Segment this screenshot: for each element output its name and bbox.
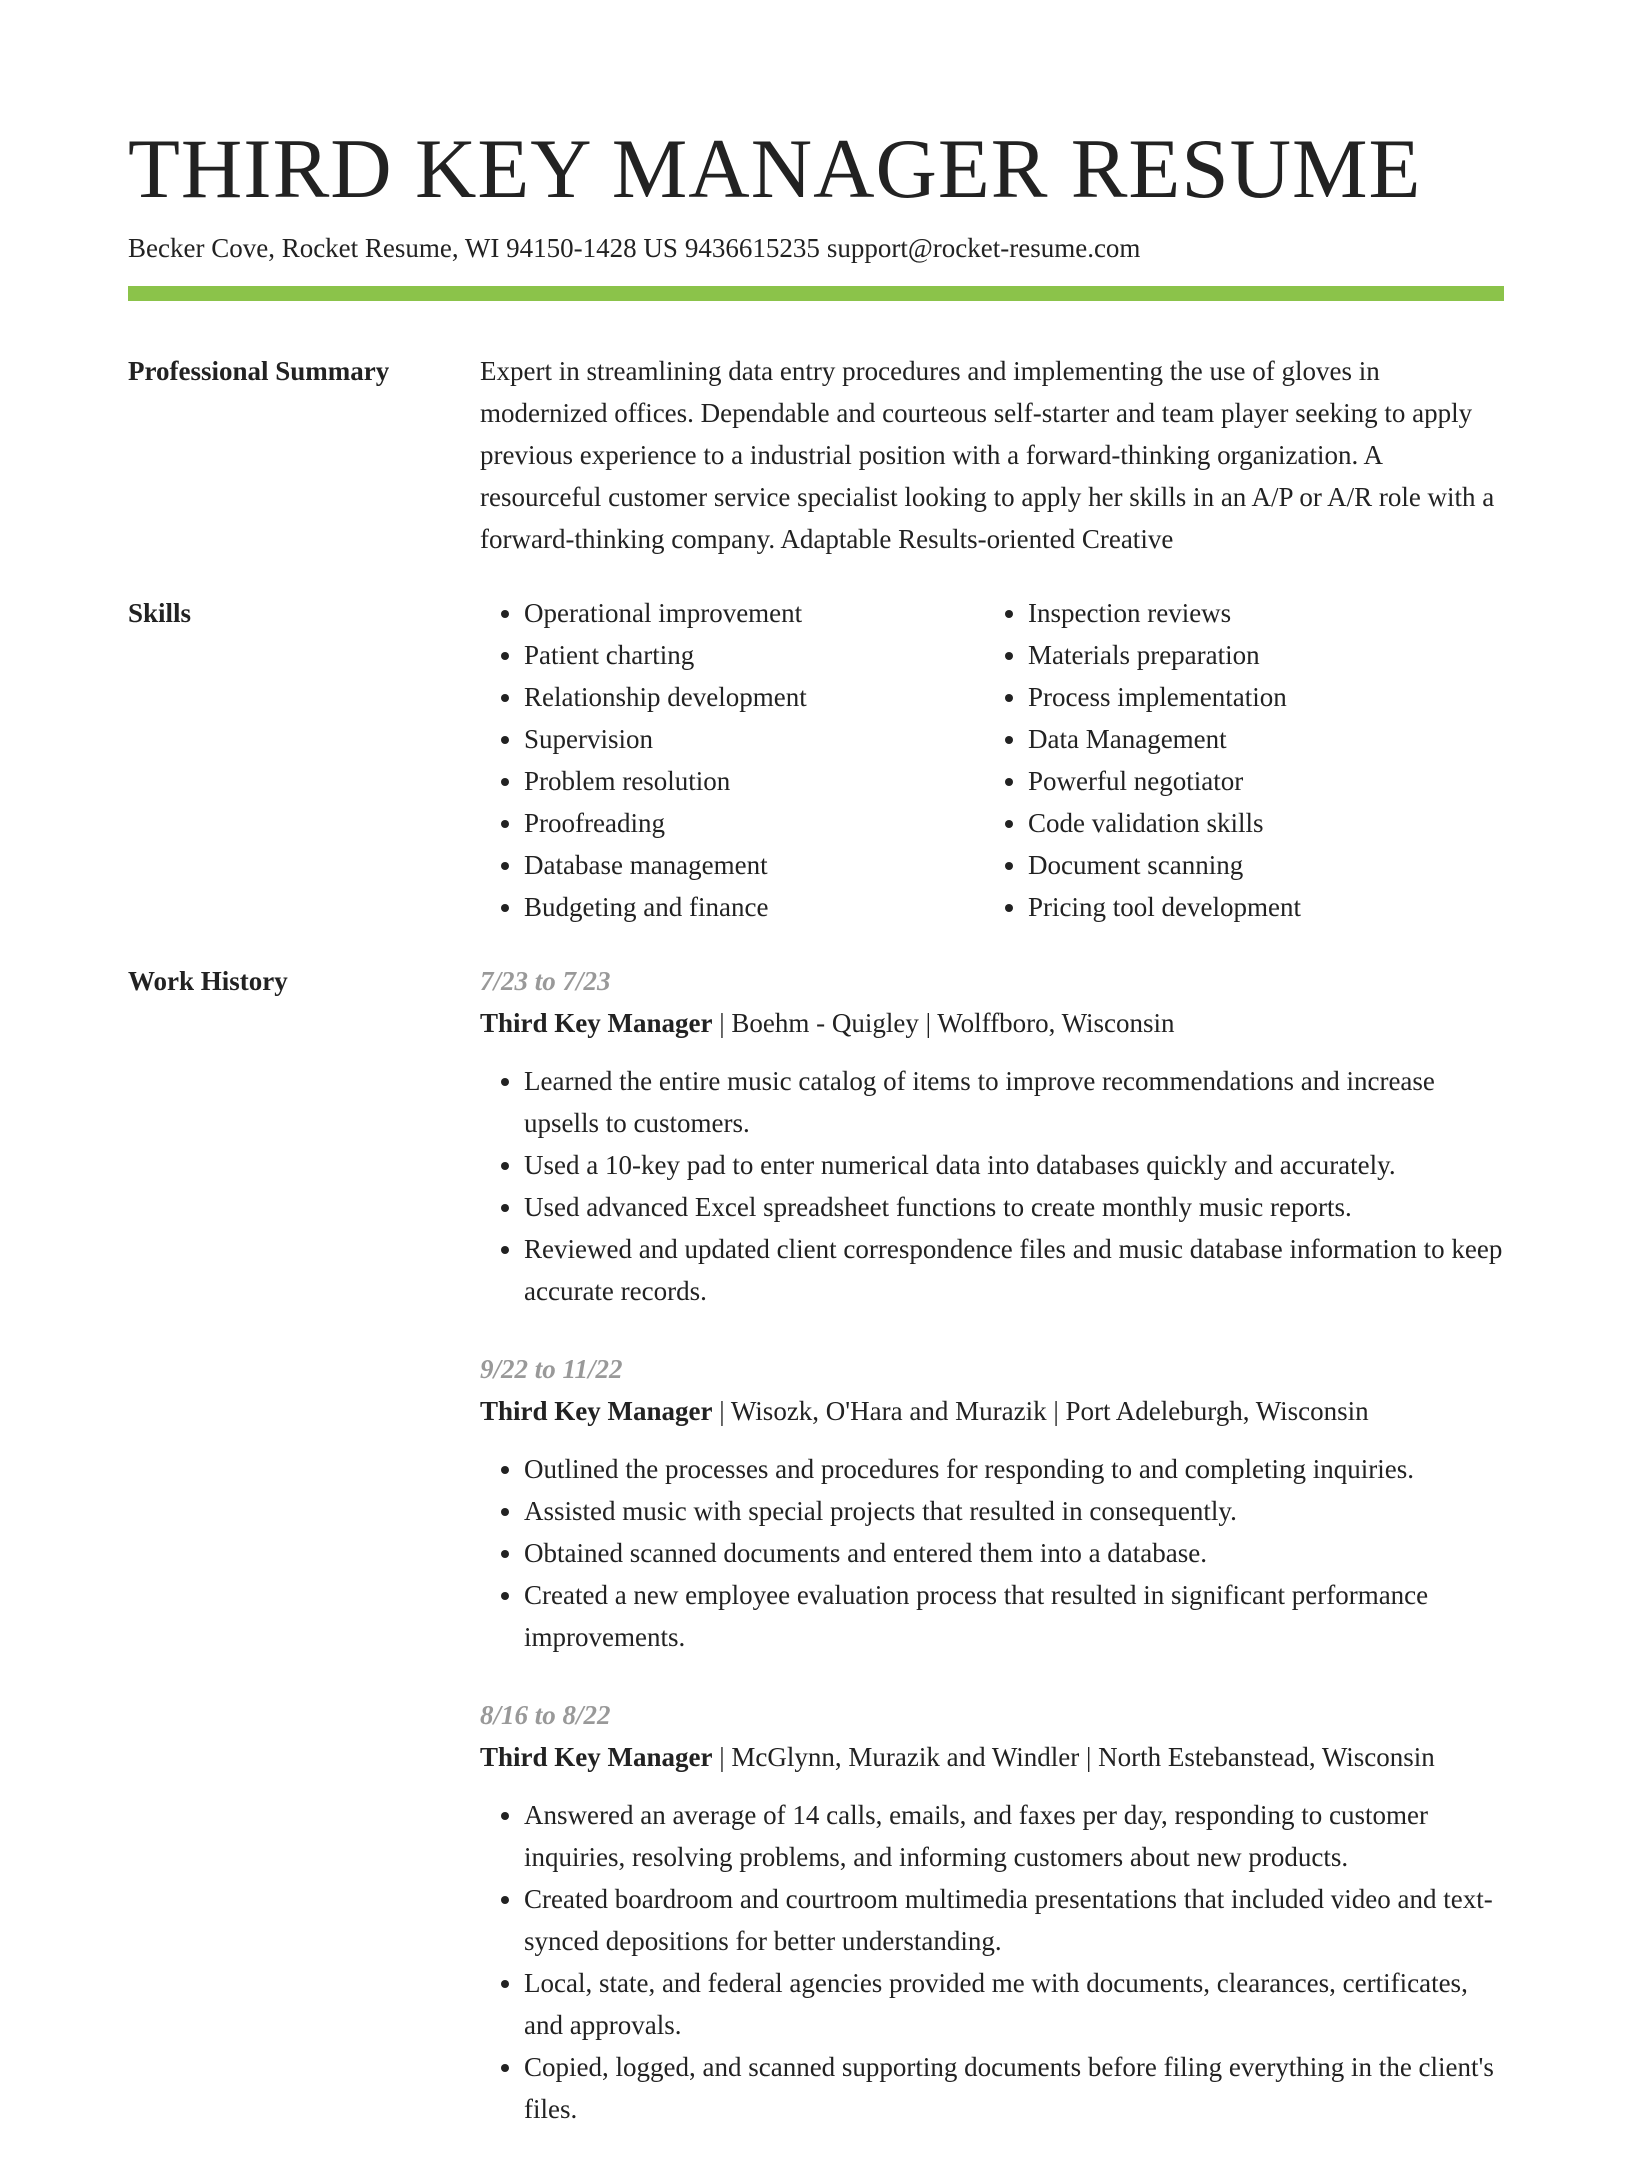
summary-heading: Professional Summary	[128, 356, 390, 386]
skills-body	[480, 592, 1504, 928]
skill-item: • Database management	[524, 844, 984, 886]
job-dates: 7/23 to 7/23	[480, 966, 611, 996]
skill-item: • Budgeting and finance	[524, 886, 984, 928]
skill-item: • Data Management	[1028, 718, 1488, 760]
job-title: Third Key Manager	[480, 1742, 713, 1772]
work-history-body	[480, 960, 1504, 2166]
job-heading	[480, 1002, 1504, 1044]
duty-item: • Used advanced Excel spreadsheet functions to create monthly music reports.	[524, 1186, 1504, 1228]
job-entry	[480, 1348, 1504, 1658]
job-details: | McGlynn, Murazik and Windler | North Estebanstead, Wisconsin	[712, 1742, 1435, 1772]
duty-item: • Reviewed and updated client correspondence files and music database information to keep accurate records.	[524, 1228, 1504, 1312]
skill-item: • Supervision	[524, 718, 984, 760]
job-heading	[480, 1736, 1504, 1778]
skills-list-left	[480, 592, 984, 928]
job-entry	[480, 960, 1504, 1312]
duty-item: • Local, state, and federal agencies provided me with documents, clearances, certificates, and approvals.	[524, 1962, 1504, 2046]
job-title: Third Key Manager	[480, 1008, 713, 1038]
duty-item: • Created boardroom and courtroom multimedia presentations that included video and text-synced depositions for better understanding.	[524, 1878, 1504, 1962]
job-duties	[480, 1060, 1504, 1312]
job-heading	[480, 1390, 1504, 1432]
duty-item: • Copied, logged, and scanned supporting documents before filing everything in the client's files.	[524, 2046, 1504, 2130]
job-duties	[480, 1794, 1504, 2130]
skills-list-right	[984, 592, 1488, 928]
duty-item: • Answered an average of 14 calls, emails, and faxes per day, responding to customer inquiries, resolving problems, and informing customers about new products.	[524, 1794, 1504, 1878]
skill-item: • Proofreading	[524, 802, 984, 844]
skill-item: • Pricing tool development	[1028, 886, 1488, 928]
contact-phone: 9436615235	[684, 233, 820, 263]
skill-item: • Process implementation	[1028, 676, 1488, 718]
summary-body	[480, 350, 1504, 560]
skill-item: • Operational improvement	[524, 592, 984, 634]
skill-item: • Code validation skills	[1028, 802, 1488, 844]
contact-line	[128, 232, 1140, 264]
contact-address: Becker Cove, Rocket Resume, WI 94150-1428 US	[128, 233, 678, 263]
job-dates: 9/22 to 11/22	[480, 1354, 623, 1384]
skill-item: • Inspection reviews	[1028, 592, 1488, 634]
summary-text: Expert in streamlining data entry procedures and implementing the use of gloves in modernized offices. Dependable and courteous self-starter and team player seeking to apply previous experience to a industrial position with a forward-thinking organization. A resourceful customer service specialist looking to apply her skills in an A/P or A/R role with a forward-thinking company. Adaptable Results-oriented Creative	[480, 356, 1495, 554]
duty-item: • Outlined the processes and procedures for responding to and completing inquiries.	[524, 1448, 1504, 1490]
contact-email[interactable]: support@rocket-resume.com	[826, 233, 1141, 263]
job-dates: 8/16 to 8/22	[480, 1700, 611, 1730]
duty-item: • Created a new employee evaluation process that resulted in significant performance improvements.	[524, 1574, 1504, 1658]
skill-item: • Patient charting	[524, 634, 984, 676]
duty-item: • Assisted music with special projects that resulted in consequently.	[524, 1490, 1504, 1532]
skill-item: • Materials preparation	[1028, 634, 1488, 676]
job-entry	[480, 1694, 1504, 2130]
skill-item: • Powerful negotiator	[1028, 760, 1488, 802]
skills-heading: Skills	[128, 598, 192, 628]
resume-title: THIRD KEY MANAGER RESUME	[128, 122, 1422, 216]
skill-item: • Relationship development	[524, 676, 984, 718]
work-history-heading: Work History	[128, 966, 288, 996]
job-duties	[480, 1448, 1504, 1658]
job-title: Third Key Manager	[480, 1396, 713, 1426]
skill-item: • Document scanning	[1028, 844, 1488, 886]
duty-item: • Obtained scanned documents and entered them into a database.	[524, 1532, 1504, 1574]
skill-item: • Problem resolution	[524, 760, 984, 802]
job-details: | Wisozk, O'Hara and Murazik | Port Adeleburgh, Wisconsin	[712, 1396, 1369, 1426]
duty-item: • Learned the entire music catalog of items to improve recommendations and increase upsells to customers.	[524, 1060, 1504, 1144]
header-divider	[128, 286, 1504, 301]
duty-item: • Used a 10-key pad to enter numerical data into databases quickly and accurately.	[524, 1144, 1504, 1186]
job-details: | Boehm - Quigley | Wolffboro, Wisconsin	[712, 1008, 1175, 1038]
